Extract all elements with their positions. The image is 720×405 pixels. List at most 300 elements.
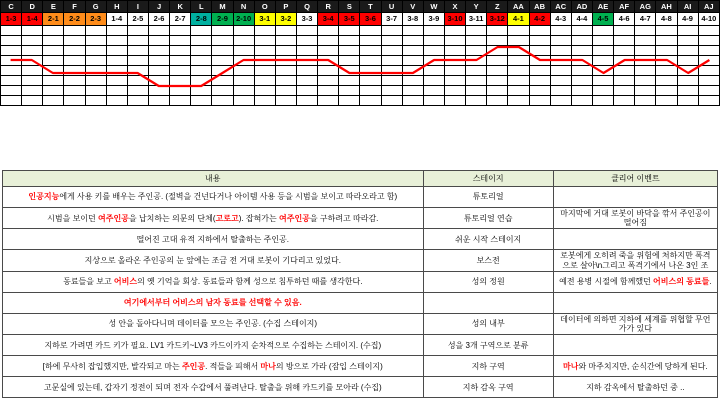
grid-heat-cell [571,76,592,86]
grid-heat-cell [191,96,212,106]
grid-heat-cell [275,96,296,106]
grid-chart-cell [444,66,465,76]
stage-grid [0,0,720,106]
grid-chart-cell [296,56,317,66]
grid-chart-cell [592,56,613,66]
grid-chart-cell [529,36,550,46]
grid-chart-cell [254,66,275,76]
grid-col-header: W [423,1,444,13]
grid-chart-cell [275,26,296,36]
grid-chart-cell [43,46,64,56]
grid-chart-cell [85,66,106,76]
grid-stage-cell[interactable]: 3-8 [402,13,423,26]
grid-col-header: AI [677,1,698,13]
cell-stage: 성의 내부 [423,313,553,334]
grid-col-header: G [85,1,106,13]
grid-heat-cell [635,76,656,86]
grid-chart-cell [487,36,508,46]
grid-stage-cell[interactable]: 4-6 [614,13,635,26]
grid-heat-cell [466,96,487,106]
grid-chart-cell [22,66,43,76]
grid-chart-cell [127,46,148,56]
grid-chart-cell [275,46,296,56]
grid-col-header: AA [508,1,529,13]
cell-content: 시범을 보이던 여주인공을 납치하는 의문의 단체(고로고). 잡혀가는 여주인공을 구하려고 따라감. [3,208,424,229]
grid-chart-cell [360,46,381,56]
grid-chart-cell [254,56,275,66]
grid-chart-cell [381,66,402,76]
grid-stage-cell[interactable]: 3-6 [360,13,381,26]
grid-chart-cell [614,56,635,66]
grid-col-header: H [106,1,127,13]
grid-chart-cell [635,46,656,56]
grid-stage-cell[interactable]: 4-8 [656,13,677,26]
grid-chart-cell [698,36,719,46]
grid-heat-cell [318,96,339,106]
cell-stage: 쉬운 시작 스테이지 [423,229,553,250]
grid-col-header: V [402,1,423,13]
table-row[interactable] [3,292,718,313]
grid-heat-cell [444,96,465,106]
grid-heat-cell [254,76,275,86]
grid-chart-cell [402,66,423,76]
grid-stage-cell[interactable]: 4-1 [508,13,529,26]
grid-chart-cell [170,46,191,56]
chart-band-row-5 [1,66,720,76]
grid-chart-cell [339,36,360,46]
cell-clear-event [553,187,717,208]
chart-band-row-2 [1,36,720,46]
grid-heat-cell [635,96,656,106]
grid-chart-cell [318,66,339,76]
heat-row-1 [1,76,720,86]
scenario-table-wrapper [2,170,718,398]
grid-col-header: L [191,1,212,13]
grid-heat-cell [127,76,148,86]
grid-stage-cell[interactable]: 4-7 [635,13,656,26]
grid-heat-cell [592,86,613,96]
grid-heat-cell [381,96,402,106]
grid-chart-cell [318,56,339,66]
grid-chart-cell [43,66,64,76]
grid-chart-cell [64,36,85,46]
table-row[interactable] [3,187,718,208]
grid-heat-cell [381,86,402,96]
grid-chart-cell [170,66,191,76]
grid-chart-cell [170,56,191,66]
grid-heat-cell [170,76,191,86]
grid-chart-cell [148,46,169,56]
grid-stage-cell[interactable]: 4-3 [550,13,571,26]
grid-chart-cell [212,26,233,36]
grid-stage-cell[interactable]: 2-9 [212,13,233,26]
grid-heat-cell [1,86,22,96]
grid-heat-cell [381,76,402,86]
grid-chart-cell [64,46,85,56]
grid-heat-cell [466,86,487,96]
grid-heat-cell [106,96,127,106]
table-row[interactable] [3,208,718,229]
grid-col-header: F [64,1,85,13]
cell-clear-event: 마나와 마주치지만, 순식간에 당하게 된다. [553,356,717,377]
grid-stage-cell[interactable]: 4-2 [529,13,550,26]
grid-chart-cell [698,26,719,36]
header-clear-event: 클리어 이벤트 [553,171,717,187]
table-row[interactable] [3,271,718,292]
grid-chart-cell [191,56,212,66]
grid-chart-cell [275,56,296,66]
grid-heat-cell [170,96,191,106]
grid-heat-cell [698,96,719,106]
grid-chart-cell [381,26,402,36]
grid-chart-cell [43,36,64,46]
grid-stage-cell[interactable]: 2-5 [127,13,148,26]
grid-chart-cell [22,26,43,36]
grid-heat-cell [592,76,613,86]
grid-chart-cell [1,56,22,66]
grid-heat-cell [487,96,508,106]
grid-col-header: D [22,1,43,13]
grid-heat-cell [656,76,677,86]
chart-band-row-3 [1,46,720,56]
grid-heat-cell [698,76,719,86]
cell-stage: 성의 정원 [423,271,553,292]
grid-col-header: Z [487,1,508,13]
grid-heat-cell [64,86,85,96]
grid-chart-cell [85,36,106,46]
grid-col-header: I [127,1,148,13]
grid-heat-cell [254,86,275,96]
grid-heat-cell [360,96,381,106]
grid-col-header: M [212,1,233,13]
grid-heat-cell [1,96,22,106]
table-row[interactable] [3,313,718,334]
grid-heat-cell [423,96,444,106]
grid-col-header: R [318,1,339,13]
grid-chart-cell [423,66,444,76]
grid-chart-cell [296,66,317,76]
grid-chart-cell [487,46,508,56]
grid-heat-cell [148,86,169,96]
grid-heat-cell [318,86,339,96]
grid-chart-cell [444,46,465,56]
grid-stage-cell[interactable]: 3-1 [254,13,275,26]
grid-heat-cell [85,96,106,106]
grid-heat-cell [550,76,571,86]
grid-col-header: AH [656,1,677,13]
grid-chart-cell [127,26,148,36]
grid-heat-cell [148,96,169,106]
grid-heat-cell [423,76,444,86]
grid-chart-cell [127,66,148,76]
grid-chart-cell [656,36,677,46]
grid-heat-cell [656,86,677,96]
grid-chart-cell [614,36,635,46]
cell-stage: 보스전 [423,250,553,271]
grid-chart-cell [64,26,85,36]
cell-clear-event [553,335,717,356]
grid-chart-cell [592,46,613,56]
grid-chart-cell [508,56,529,66]
cell-content: 성 안을 돌아다니며 데이터를 모으는 주인공. (수집 스테이지) [3,313,424,334]
grid-chart-cell [233,46,254,56]
grid-heat-cell [360,76,381,86]
grid-chart-cell [296,36,317,46]
grid-chart-cell [550,56,571,66]
grid-chart-cell [677,26,698,36]
grid-stage-cell[interactable]: 3-9 [423,13,444,26]
grid-chart-cell [106,36,127,46]
grid-stage-cell[interactable]: 2-10 [233,13,254,26]
grid-chart-cell [529,66,550,76]
grid-chart-cell [191,36,212,46]
grid-chart-cell [444,26,465,36]
grid-chart-cell [233,56,254,66]
grid-chart-cell [571,46,592,56]
grid-chart-cell [360,56,381,66]
grid-heat-cell [212,76,233,86]
grid-chart-cell [296,26,317,36]
grid-chart-cell [487,66,508,76]
cell-content: 여기에서부터 어비스의 남자 동료를 선택할 수 있음. [3,292,424,313]
header-stage: 스테이지 [423,171,553,187]
grid-col-header: AJ [698,1,719,13]
grid-chart-cell [423,56,444,66]
grid-chart-cell [339,26,360,36]
grid-heat-cell [318,76,339,86]
grid-stage-cell[interactable]: 3-4 [318,13,339,26]
grid-stage-cell[interactable]: 2-8 [191,13,212,26]
grid-stage-cell[interactable]: 2-3 [85,13,106,26]
grid-heat-cell [191,86,212,96]
grid-stage-cell[interactable]: 1-4 [22,13,43,26]
table-row[interactable] [3,356,718,377]
grid-heat-cell [550,86,571,96]
grid-stage-cell[interactable]: 4-4 [571,13,592,26]
grid-chart-cell [233,36,254,46]
grid-stage-cell[interactable]: 4-9 [677,13,698,26]
grid-chart-cell [423,46,444,56]
grid-heat-cell [508,96,529,106]
grid-heat-cell [233,76,254,86]
grid-heat-cell [508,76,529,86]
grid-chart-cell [148,26,169,36]
grid-stage-cell[interactable]: 4-10 [698,13,719,26]
grid-col-header: AB [529,1,550,13]
cell-clear-event [553,229,717,250]
grid-col-header: AD [571,1,592,13]
grid-chart-cell [571,56,592,66]
table-row[interactable] [3,250,718,271]
grid-col-header: P [275,1,296,13]
grid-chart-cell [212,66,233,76]
grid-chart-cell [508,26,529,36]
cell-stage [423,292,553,313]
grid-heat-cell [22,96,43,106]
grid-chart-cell [22,36,43,46]
grid-heat-cell [22,76,43,86]
grid-stage-cell[interactable]: 2-7 [170,13,191,26]
grid-chart-cell [677,56,698,66]
grid-chart-cell [656,26,677,36]
grid-heat-cell [677,86,698,96]
grid-heat-cell [571,86,592,96]
cell-clear-event: 로봇에게 오히려 죽을 위험에 처하지만 폭격으로 살아\n그리고 폭격기에서 나온 3인 조 [553,250,717,271]
grid-col-header: AF [614,1,635,13]
grid-chart-cell [677,36,698,46]
grid-col-header: C [1,1,22,13]
grid-chart-cell [254,26,275,36]
table-row[interactable] [3,229,718,250]
grid-chart-cell [1,26,22,36]
grid-stage-cell[interactable]: 1-3 [1,13,22,26]
grid-heat-cell [402,86,423,96]
grid-heat-cell [296,86,317,96]
grid-heat-cell [296,96,317,106]
grid-stage-cell[interactable]: 4-5 [592,13,613,26]
grid-chart-cell [402,46,423,56]
grid-stage-cell[interactable]: 3-5 [339,13,360,26]
grid-heat-cell [191,76,212,86]
grid-heat-cell [106,76,127,86]
cell-content: 떨어진 고대 유적 지하에서 탈출하는 주인공. [3,229,424,250]
grid-heat-cell [254,96,275,106]
grid-chart-cell [677,66,698,76]
grid-stage-cell[interactable]: 3-11 [466,13,487,26]
grid-chart-cell [529,26,550,36]
grid-chart-cell [508,46,529,56]
cell-content: 고문실에 있는데, 갑자기 정전이 되며 전자 수갑에서 풀려난다. 탈출을 위해 카드키를 모아라 (수집) [3,377,424,398]
grid-chart-cell [423,26,444,36]
grid-heat-cell [550,96,571,106]
grid-heat-cell [698,86,719,96]
grid-col-header: J [148,1,169,13]
grid-heat-cell [85,76,106,86]
grid-stage-cell[interactable]: 2-1 [43,13,64,26]
grid-heat-cell [127,96,148,106]
cell-content: 인공지능에게 사용 키를 배우는 주인공. (절벽을 건넌다거나 아이템 사용 등을 시범을 보이고 따라오라고 함) [3,187,424,208]
grid-chart-cell [550,36,571,46]
grid-chart-cell [148,36,169,46]
grid-chart-cell [85,26,106,36]
grid-heat-cell [360,86,381,96]
grid-col-header: AE [592,1,613,13]
grid-stage-cell[interactable]: 3-12 [487,13,508,26]
grid-chart-cell [296,46,317,56]
grid-col-header: T [360,1,381,13]
grid-col-header: O [254,1,275,13]
grid-stage-cell[interactable]: 3-2 [275,13,296,26]
grid-heat-cell [487,86,508,96]
grid-stage-cell[interactable]: 2-6 [148,13,169,26]
grid-heat-cell [170,86,191,96]
grid-chart-cell [170,26,191,36]
grid-chart-cell [318,46,339,56]
grid-chart-cell [656,66,677,76]
grid-chart-cell [381,36,402,46]
grid-chart-cell [508,66,529,76]
table-row[interactable] [3,335,718,356]
grid-heat-cell [1,76,22,86]
grid-stage-cell[interactable]: 3-7 [381,13,402,26]
grid-heat-cell [339,86,360,96]
grid-col-header: Q [296,1,317,13]
grid-chart-cell [487,56,508,66]
table-row[interactable] [3,377,718,398]
grid-chart-cell [529,46,550,56]
grid-col-header: X [444,1,465,13]
cell-stage: 지하 감옥 구역 [423,377,553,398]
grid-chart-cell [43,26,64,36]
grid-stage-cell[interactable]: 1-4 [106,13,127,26]
grid-chart-cell [275,66,296,76]
grid-chart-cell [339,66,360,76]
grid-chart-cell [571,66,592,76]
grid-heat-cell [529,96,550,106]
cell-content: 동료들을 보고 어비스의 옛 기억을 회상. 동료들과 함께 성으로 침투하던 때를 생각한다. [3,271,424,292]
grid-chart-cell [381,56,402,66]
grid-heat-cell [677,96,698,106]
grid-chart-cell [635,66,656,76]
grid-chart-cell [64,66,85,76]
grid-chart-cell [487,26,508,36]
grid-chart-cell [550,26,571,36]
grid-chart-cell [614,46,635,56]
grid-heat-cell [43,96,64,106]
grid-chart-cell [85,56,106,66]
scenario-header-row [3,171,718,187]
grid-stage-cell[interactable]: 3-10 [444,13,465,26]
grid-chart-cell [550,46,571,56]
cell-content: 지상으로 올라온 주인공의 눈 앞에는 조금 전 거대 로봇이 기다리고 있었다. [3,250,424,271]
grid-heat-cell [127,86,148,96]
grid-chart-cell [148,56,169,66]
grid-chart-cell [170,36,191,46]
grid-chart-cell [444,56,465,66]
grid-heat-cell [677,76,698,86]
grid-heat-cell [43,86,64,96]
grid-stage-cell[interactable]: 3-3 [296,13,317,26]
cell-content: [하에 무사히 잡입했지만, 발각되고 마는 주인공. 적들을 피해서 마나의 방으로 가라 (잠입 스테이지) [3,356,424,377]
grid-chart-cell [529,56,550,66]
grid-chart-cell [571,36,592,46]
grid-chart-cell [698,56,719,66]
chart-band-row-1 [1,26,720,36]
grid-chart-cell [444,36,465,46]
grid-col-header: K [170,1,191,13]
grid-chart-cell [85,46,106,56]
grid-chart-cell [571,26,592,36]
grid-chart-cell [360,36,381,46]
heat-row-2 [1,86,720,96]
grid-heat-cell [339,96,360,106]
grid-heat-cell [212,96,233,106]
cell-clear-event: 예전 용병 시절에 함께했던 어비스의 동료들. [553,271,717,292]
grid-chart-cell [360,26,381,36]
grid-heat-cell [529,76,550,86]
grid-chart-cell [635,26,656,36]
grid-stage-cell[interactable]: 2-2 [64,13,85,26]
cell-content: 지하로 가려면 카드 키가 필요. LV1 카드키~LV3 카드이카지 순차적으로 수집하는 스테이지. (수집) [3,335,424,356]
grid-chart-cell [656,46,677,56]
grid-chart-cell [698,46,719,56]
grid-chart-cell [22,56,43,66]
cell-clear-event: 마지막에 거대 로봇이 바닥을 깎서 주인공이 떨어짐 [553,208,717,229]
grid-heat-cell [85,86,106,96]
grid-heat-cell [592,96,613,106]
grid-heat-cell [233,86,254,96]
grid-col-header: N [233,1,254,13]
